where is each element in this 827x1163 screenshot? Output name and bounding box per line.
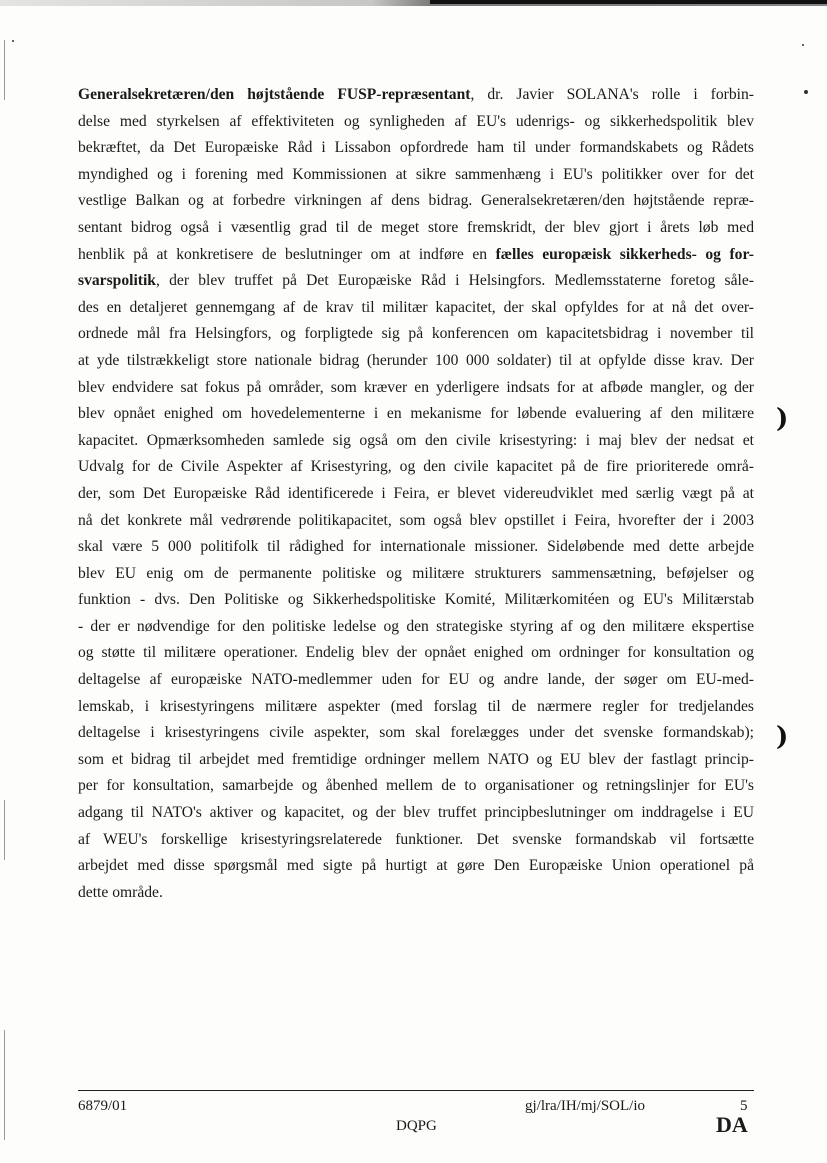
text-run: skal være 5 000 politifolk til rådighed for internationale missioner. Sideløbende med dette arbejde [78,538,754,556]
text-line [78,773,754,800]
text-run: vestlige Balkan og at forbedre virkningen af dens bidrag. Generalsekretæren/den højtstående repræ- [78,192,754,210]
scan-left-mark [4,40,5,100]
scan-speck [12,40,14,42]
bold-term: Generalsekretæren/den højtstående FUSP-repræsentant [78,86,471,103]
text-line [78,827,754,854]
text-line [78,215,754,242]
text-run: ordnede mål fra Helsingfors, og forpligtede sig på konferencen om kapacitetsbidrag i november til [78,325,754,343]
body-paragraph [78,82,754,906]
text-run: deltagelse af europæiske NATO-medlemmer uden for EU og andre lande, der søger om EU-med- [78,671,754,689]
text-line [78,587,754,614]
scan-speck [802,44,804,46]
directorate-code: DQPG [396,1118,437,1134]
text-line [78,667,754,694]
text-line [78,348,754,375]
text-line [78,800,754,827]
text-line [78,534,754,561]
text-line [78,188,754,215]
text-line [78,694,754,721]
text-run: nå det konkrete mål vedrørende politikapacitet, som også blev opstillet i Feira, hvorefter der i 2003 [78,511,754,529]
text-run: per for konsultation, samarbejde og åbenhed mellem de to organisationer og retningslinjer for EU's [78,777,754,795]
text-run: , dr. Javier SOLANA's rolle i forbin- [470,86,754,103]
text-line [78,747,754,774]
document-number: 6879/01 [78,1098,128,1114]
text-line [78,508,754,535]
text-run: deltagelse i krisestyringens civile aspekter, som skal forelægges under det svenske formandskab); [78,724,754,742]
text-run: blev endvidere sat fokus på områder, som kræver en yderligere indsats for at afbøde mangler, og der [78,378,754,396]
scan-speck [804,90,808,94]
language-code: DA [716,1112,748,1137]
text-run: henblik på at konkretisere de beslutninger om at indføre en [78,245,496,263]
text-run: der, som Det Europæiske Råd identificerede i Feira, er blevet videreudviklet med særlig vægt på at [78,484,754,502]
text-run: Udvalg for de Civile Aspekter af Krisestyring, og den civile kapacitet på de fire prioriterede områ- [78,458,754,476]
text-line [78,880,754,907]
text-line [78,640,754,667]
text-run: sentant bidrog også i væsentlig grad til de meget store fremskridt, der blev gjort i årets løb med [78,218,754,236]
text-line [78,268,754,295]
text-line [78,614,754,641]
text-run: blev EU enig om de permanente politiske og militære strukturers sammensætning, beføjelser og [78,564,754,582]
text-run: som et bidrag til arbejdet med fremtidige ordninger mellem NATO og EU blev der fastlagt princip- [78,750,754,768]
text-line [78,135,754,162]
text-line [78,454,754,481]
text-line [78,481,754,508]
scan-top-edge-dark [430,0,827,4]
text-run: lemskab, i krisestyringens militære aspekter (med forslag til de nærmere regler for tredjelandes [78,697,754,715]
text-run: at yde tilstrækkeligt store nationale bidrag (herunder 100 000 soldater) til at opfylde disse krav. Der [78,351,754,369]
text-run: - der er nødvendige for den politiske ledelse og den strategiske styring af og den militære ekspertise [78,617,754,635]
text-run: adgang til NATO's aktiver og kapacitet, og der blev truffet principbeslutninger om inddragelse i EU [78,804,754,822]
text-run: af WEU's forskellige krisestyringsrelaterede funktioner. Det svenske formandskab vil fortsætte [78,830,754,848]
text-line [78,162,754,189]
bold-term: svarspolitik [78,272,156,290]
page-number: 5 [740,1098,748,1114]
text-line [78,428,754,455]
text-run: funktion - dvs. Den Politiske og Sikkerhedspolitiske Komité, Militærkomitéen og EU's Militærstab [78,591,754,609]
scan-left-mark [4,800,5,860]
text-line [78,561,754,588]
scan-left-mark [4,1030,5,1140]
text-line [78,321,754,348]
text-line [78,375,754,402]
text-run: arbejdet med disse spørgsmål med sigte på hurtigt at gøre Den Europæiske Union operationel på [78,857,754,875]
author-initials: gj/lra/IH/mj/SOL/io [525,1098,645,1114]
text-run: og støtte til militære operationer. Endelig blev der opnået enighed om ordninger for konsultation og [78,644,754,662]
text-line [78,401,754,428]
text-line [78,242,754,269]
text-run: blev opnået enighed om hovedelementerne i en mekanisme for løbende evaluering af den militære [78,405,754,423]
bold-term: fælles europæisk sikkerheds- og for- [495,245,754,263]
text-line [78,720,754,747]
text-run: dette område. [78,883,163,901]
text-line [78,295,754,322]
text-line [78,109,754,136]
text-run: delse med styrkelsen af effektiviteten og synligheden af EU's udenrigs- og sikkerhedspolitik blev [78,112,754,130]
text-line [78,82,754,109]
footer-rule [78,1090,754,1091]
text-run: des en detaljeret gennemgang af de krav til militær kapacitet, der skal opfyldes for at nå det over- [78,298,754,316]
text-run: , der blev truffet på Det Europæiske Råd i Helsingfors. Medlemsstaterne foretog såle- [155,272,754,290]
binder-hole-mark-lower: ) [776,722,789,752]
binder-hole-mark-upper: ) [776,404,789,434]
text-run: bekræftet, da Det Europæiske Råd i Lissabon opfordrede ham til under formandskabets og Rådets [78,139,754,157]
text-run: kapacitet. Opmærksomheden samlede sig også om den civile krisestyring: i maj blev der nedsat et [78,431,754,449]
text-line [78,853,754,880]
text-run: myndighed og i forening med Kommissionen at sikre sammenhæng i EU's politikker over for det [78,165,754,183]
